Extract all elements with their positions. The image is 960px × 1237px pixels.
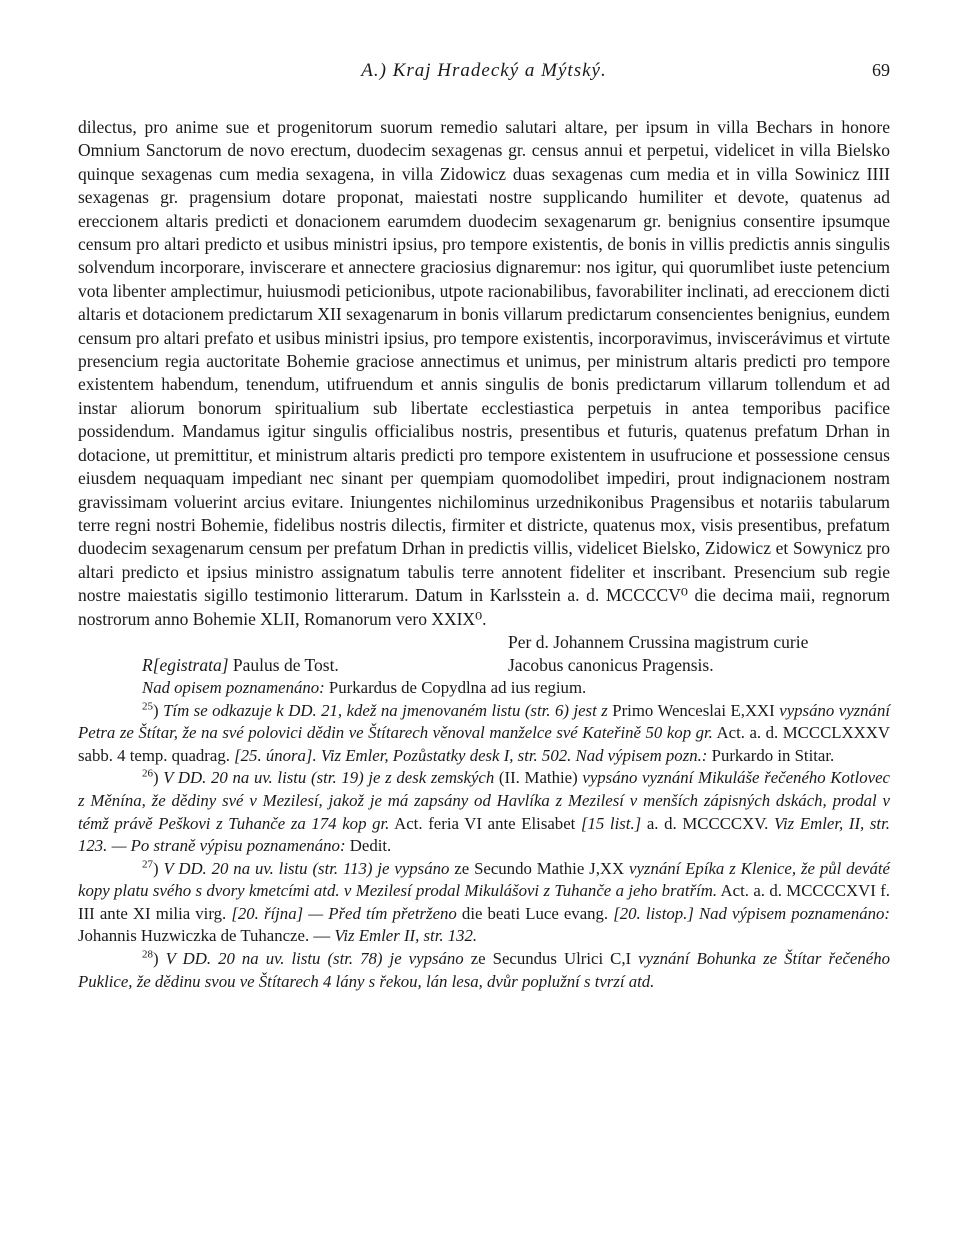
- footnote-text: V DD. 20 na uv. listu (str. 19) je z desk zemských: [163, 768, 495, 788]
- note-opisem: [78, 677, 890, 700]
- footnote-number: 25: [142, 699, 153, 712]
- footnote-number: 28: [142, 948, 153, 961]
- footnote-latin: Act. feria VI ante Elisabet: [394, 813, 576, 833]
- footnote-text: V DD. 20 na uv. listu (str. 78) je vypsáno: [165, 949, 464, 969]
- footnote-latin: Purkardo in Stitar.: [711, 745, 835, 765]
- registrata-name: Paulus de Tost.: [232, 654, 339, 675]
- footnote-text: vyznání Bohunka ze Štítar řečeného Puklice, že dědinu svou ve Štítarech 4 lány s řekou, lán lesa, dvůr poplužní s tvrzí atd.: [78, 949, 890, 991]
- footnote-text: Tím se odkazuje k DD. 21, kdež na jmenovaném listu (str. 6) jest z: [163, 700, 608, 720]
- footnote-text: Viz Emler II, str. 132.: [334, 926, 478, 946]
- note-opisem-value: Purkardus de Copydlna ad ius regium.: [328, 677, 587, 697]
- footnote-28: $^{28}$) V DD. 20 na uv. listu (str. 78) je vypsáno ze Secundus Ulrici C,I vyznání Bohunka ze Štítar řečeného Puklice, že dědinu svou ve Štítarech 4 lány s řekou, lán lesa, dvůr poplužní s tvrzí atd.: [78, 948, 890, 991]
- footnote-latin: Act. a. d. MCCCCXVI f. III ante XI milia virg.: [78, 881, 890, 923]
- footnote-source: ze Secundus Ulrici C,I: [470, 949, 632, 969]
- footnote-25: $^{25}$) Tím se odkazuje k DD. 21, kdež na jmenovaném listu (str. 6) jest z Primo Wenceslai E,XXI vypsáno vyznání Petra ze Štítar, že na své polovici dědin ve Štítarech věnoval manželce své Kateřině 50 kop gr. Act. a. d. MCCCLXXXV sabb. 4 temp. quadrag. [25. února]. Viz Emler, Pozůstatky desk I, str. 502. Nad výpisem pozn.: Purkardo in Stitar.: [78, 699, 891, 765]
- footnote-text: [25. února]. Viz Emler, Pozůstatky desk I, str. 502. Nad výpisem pozn.:: [234, 745, 708, 765]
- footnote-latin: Act. a. d. MCCCLXXXV sabb. 4 temp. quadrag.: [78, 723, 890, 765]
- footnote-26: $^{26}$) V DD. 20 na uv. listu (str. 19) je z desk zemských (II. Mathie) vypsáno vyznání Mikuláše řečeného Kotlovec z Měnína, že dědiny své v Mezilesí, jakož je má zapsány od Havlíka z Mezilesí v menších zápisných dskách, prodal v témž právě Peškovi z Tuhanče za 174 kop gr. Act. feria VI ante Elisabet [15 list.] a. d. MCCCCXV. Viz Emler, II, str. 123. — Po straně výpisu poznamenáno: Dedit.: [78, 767, 890, 856]
- footnote-latin: a. d. MCCCCXV.: [646, 813, 769, 833]
- footnote-text: vypsáno vyznání Mikuláše řečeného Kotlovec z Měnína, že dědiny své v Mezilesí, jakož je má zapsány od Havlíka z Mezilesí v menších zápisných dskách, prodal v témž právě Peškovi z Tuhanče za 174 kop gr.: [78, 768, 890, 833]
- footnote-text: [20. října] — Před tím přetrženo: [231, 903, 457, 923]
- signature-registrata: [142, 654, 339, 677]
- footnote-text: [20. listop.] Nad výpisem poznamenáno:: [613, 903, 891, 923]
- page-number: 69: [872, 60, 890, 80]
- registrata-label: R[egistrata]: [142, 654, 229, 675]
- signature-jacobus: Jacobus canonicus Pragensis.: [508, 654, 714, 675]
- note-opisem-label: Nad opisem poznamenáno:: [142, 677, 325, 697]
- footnote-text: V DD. 20 na uv. listu (str. 113) je vypsáno: [163, 858, 450, 878]
- footnote-number: 27: [142, 858, 153, 871]
- footnote-source: ze Secundo Mathie J,XX: [454, 858, 625, 878]
- footnote-latin: Johannis Huzwiczka de Tuhancze. —: [78, 926, 331, 946]
- footnote-text: Viz Emler, II, str. 123. — Po straně výpisu poznamenáno:: [78, 813, 890, 856]
- footnote-number: 26: [142, 767, 153, 780]
- footnote-latin: die beati Luce evang.: [461, 903, 609, 923]
- document-page: [78, 60, 890, 993]
- signature-block: [78, 631, 890, 677]
- page-header: [78, 60, 890, 94]
- footnote-latin: Dedit.: [349, 836, 392, 856]
- footnote-source: (II. Mathie): [498, 768, 578, 788]
- footnote-27: $^{27}$) V DD. 20 na uv. listu (str. 113) je vypsáno ze Secundo Mathie J,XX vyznání Epíka z Klenice, že půl deváté kopy platu svého s dvory kmetcími atd. v Mezilesí prodal Mikulášovi z Tuhanče a jeho bratřím. Act. a. d. MCCCCXVI f. III ante XI milia virg. [20. října] — Před tím přetrženo die beati Luce evang. [20. listop.] Nad výpisem poznamenáno: Johannis Huzwiczka de Tuhancze. — Viz Emler II, str. 132.: [78, 858, 891, 946]
- signature-per: Per d. Johannem Crussina magistrum curie: [508, 631, 809, 652]
- footnote-text: [15 list.]: [580, 813, 642, 833]
- charter-text: dilectus, pro anime sue et progenitorum suorum remedio salutari altare, per ipsum in villa Bechars in honore Omnium Sanctorum de novo erectum, duodecim sexagenas gr. census annui et perpetui, videlicet in villa Bielsko quinque sexagenas cum media sexagena, in villa Zidowicz duas sexagenas cum media et in villa Sowinicz IIII sexagenas gr. pragensium dotare proponat, maiestati nostre supplicando humiliter et devote, quatenus ad ereccionem altaris predicti et donacionem earumdem duodecim sexagenarum gr. benignius consentire ipsumque censum pro altari predicto et usibus ministri ipsius, pro tempore existentis, de bonis in villis predictis annis singulis solvendum incorporare, inviscerare et annectere graciosius dignaremur: nos igitur, qui quorumlibet iuste petencium vota libenter amplectimur, huiusmodi peticionibus, utpote racionabilibus, favorabiliter inclinati, ad ereccionem dicti altaris et dotacionem predictarum XII sexagenarum in bonis villarum predictarum consencientes benignius, eundem censum pro altari prefato et usibus ministri ipsius, pro tempore existentis, incorporavimus, inviscerávimus et virtute presencium regia auctoritate Bohemie graciose annectimus et unimus, per ministrum altaris predicti pro tempore existentem habendum, tenendum, utifruendum et annis singulis de bonis predictarum villarum tollendum et ad instar aliorum bonorum spiritualium sub libertate ecclestiastica perpetuis in antea temporibus pacifice possidendum. Mandamus igitur singulis officialibus nostris, presentibus et futuris, quatenus prefatum Drhan in dotacione, ut premittitur, et ministrum altaris predicti pro tempore existentem in usufrucione et possessione census eiusdem nequaquam impediant nec sinant per quempiam quomodolibet impediri, prout indignacionem nostram gravissimam voluerint arcius evitare. Iniungentes nichilominus urzednikonibus Pragensibus et notariis tabularum terre regni nostri Bohemie, fidelibus nostris dilectis, firmiter et districte, quatenus mox, visis presentibus, prefatum duodecim sexagenarum censum per prefatum Drhan in predictis villis, videlicet Bielsko, Zidowicz et Sowynicz pro altari predicto et ipsius ministro assignatum tabulis terre annotent fideliter et inscribant. Presencium sub regie nostre maiestatis sigillo testimonio litterarum. Datum in Karlsstein a. d. MCCCCV⁰ die decima maii, regnorum nostrorum anno Bohemie XLII, Romanorum vero XXIX⁰.: [78, 117, 890, 629]
- footnote-source: Primo Wenceslai E,XXI: [612, 700, 775, 720]
- running-title: A.) Kraj Hradecký a Mýtský.: [361, 60, 607, 81]
- footnote-text: vypsáno vyznání Petra ze Štítar, že na své polovici dědin ve Štítarech věnoval manželce své Kateřině 50 kop gr.: [78, 700, 891, 743]
- footnote-text: vyznání Epíka z Klenice, že půl deváté kopy platu svého s dvory kmetcími atd. v Mezilesí prodal Mikulášovi z Tuhanče a jeho bratřím.: [78, 858, 890, 901]
